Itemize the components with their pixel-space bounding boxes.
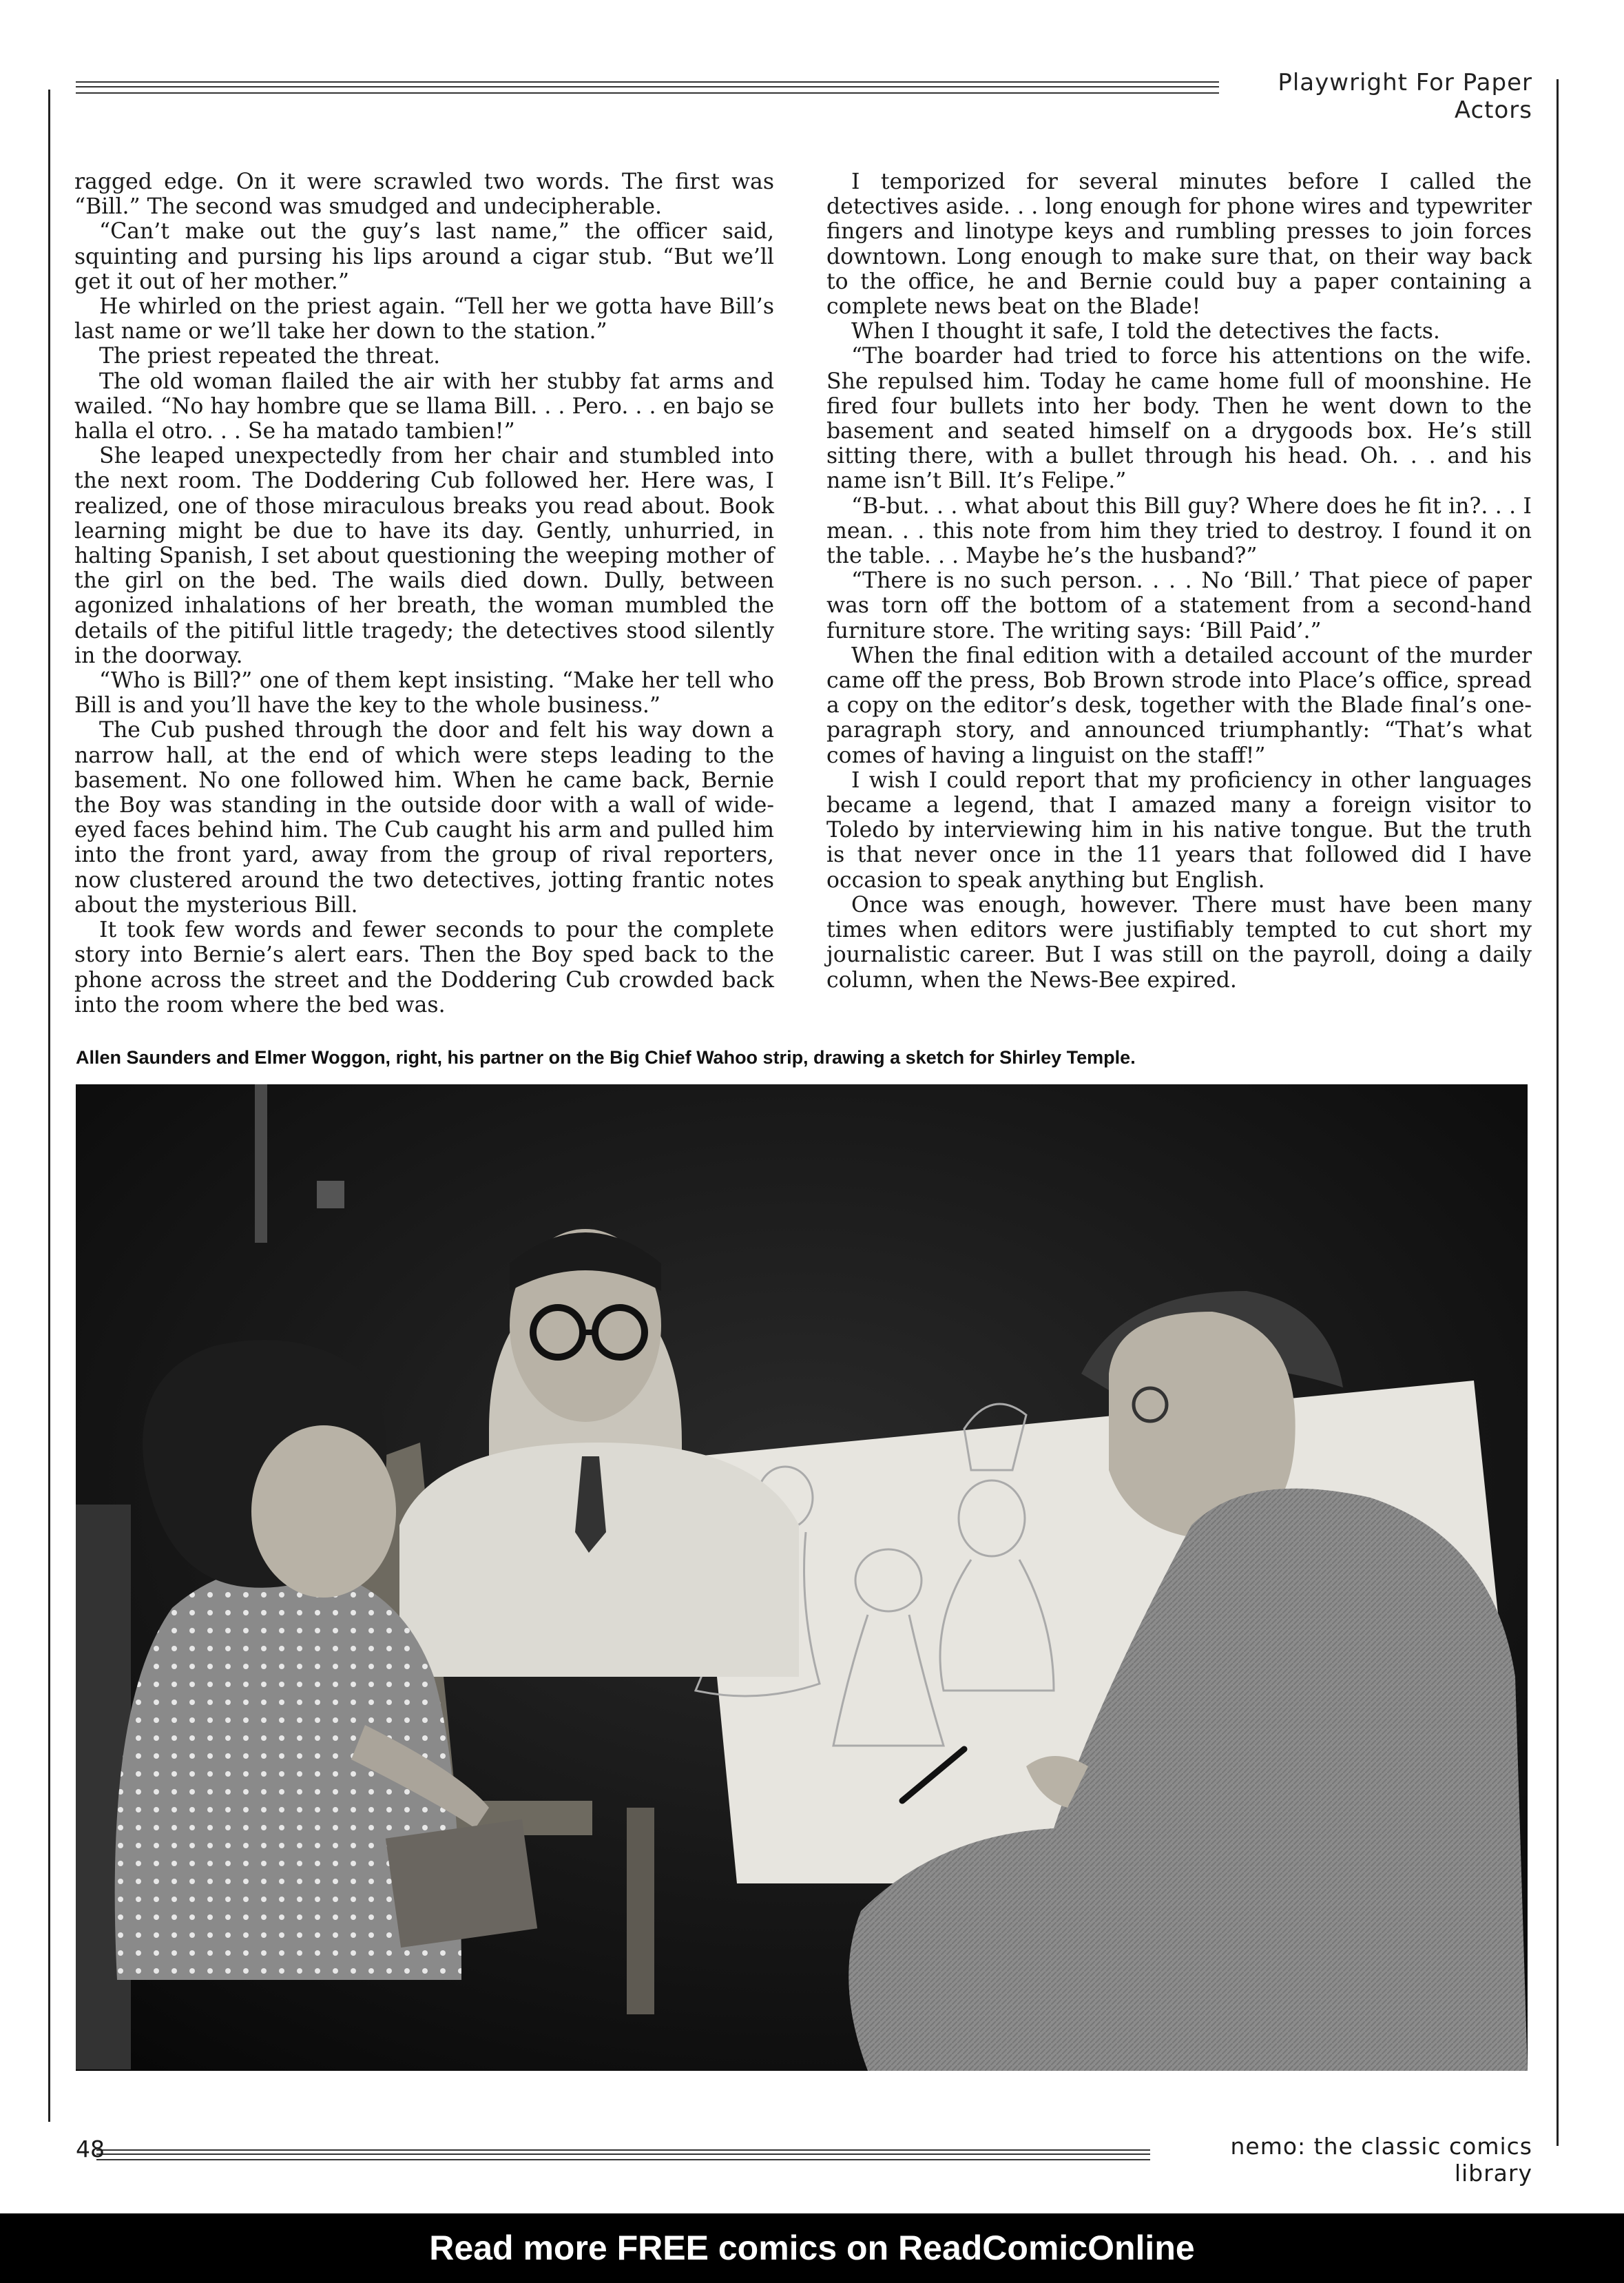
paragraph: Once was enough, however. There must have been many times when editors were justifiably tempted to cut short my journalistic career. But I was still on the payroll, doing a daily column, when the News-Bee expired. bbox=[826, 892, 1532, 993]
page-border-left bbox=[48, 90, 50, 2122]
page-border-right bbox=[1557, 79, 1559, 2146]
promo-banner[interactable]: Read more FREE comics on ReadComicOnline bbox=[0, 2213, 1624, 2283]
left-column bbox=[74, 169, 774, 1017]
paragraph: “B-but. . . what about this Bill guy? Where does he fit in?. . . I mean. . . this note from him they tried to destroy. I found it on the table. . . Maybe he’s the husband?” bbox=[826, 493, 1532, 569]
paragraph: The Cub pushed through the door and felt his way down a narrow hall, at the end of which were steps leading to the basement. No one followed him. When he came back, Bernie the Boy was standing in the outside door with a wall of wide-eyed faces behind him. The Cub caught his arm and pulled him into the front yard, away from the group of rival reporters, now clustered around the two detectives, jotting frantic notes about the mysterious Bill. bbox=[74, 718, 774, 918]
footer-rule bbox=[96, 2149, 1150, 2160]
publication-title: nemo: the classic comics library bbox=[1230, 2133, 1532, 2187]
page-number: 48 bbox=[76, 2136, 105, 2162]
running-title: Playwright For Paper Actors bbox=[1278, 69, 1532, 124]
paragraph: “Can’t make out the guy’s last name,” the officer said, squinting and pursing his lips around a cigar stub. “But we’ll get it out of her mother.” bbox=[74, 219, 774, 294]
photo-illustration bbox=[76, 1084, 1528, 2071]
paragraph: I wish I could report that my proficiency in other languages became a legend, that I amazed many a foreign visitor to Toledo by interviewing him in his native tongue. But the truth is that never once in the 11 years that followed did I have occasion to speak anything but English. bbox=[826, 767, 1532, 893]
photograph bbox=[76, 1084, 1528, 2071]
header-rule bbox=[76, 81, 1219, 94]
paragraph: “There is no such person. . . . No ‘Bill.’ That piece of paper was torn off the bottom of a statement from a second-hand furniture store. The writing says: ‘Bill Paid’.” bbox=[826, 568, 1532, 643]
paragraph: It took few words and fewer seconds to pour the complete story into Bernie’s alert ears. Then the Boy sped back to the phone across the street and the Doddering Cub crowded back into the room where the bed was. bbox=[74, 918, 774, 1017]
paragraph: She leaped unexpectedly from her chair and stumbled into the next room. The Doddering Cub followed her. Here was, I realized, one of those miraculous breaks you read about. Book learning might be due to have its day. Gently, unhurried, in halting Spanish, I set about questioning the weeping mother of the girl on the bed. The wails died down. Dully, between agonized inhalations of her breath, the woman mumbled the details of the pitiful little tragedy; the detectives stood silently in the doorway. bbox=[74, 444, 774, 668]
paragraph: He whirled on the priest again. “Tell her we gotta have Bill’s last name or we’ll take her down to the station.” bbox=[74, 294, 774, 344]
paragraph: ragged edge. On it were scrawled two words. The first was “Bill.” The second was smudged and undecipherable. bbox=[74, 169, 774, 220]
paragraph: The old woman flailed the air with her stubby fat arms and wailed. “No hay hombre que se llama Bill. . . Pero. . . en bajo se halla el otro. . . Se ha matado tambien!” bbox=[74, 369, 774, 444]
paragraph: “The boarder had tried to force his attentions on the wife. She repulsed him. Today he came home full of moonshine. He fired four bullets into her body. Then he went down to the basement and seated himself on a drygoods box. He’s still sitting there, with a bullet through his head. Oh. . . and his name isn’t Bill. It’s Felipe.” bbox=[826, 344, 1532, 494]
paragraph: I temporized for several minutes before I called the detectives aside. . . long enough for phone wires and typewriter fingers and linotype keys and rumbling presses to join forces downtown. Long enough to make sure that, on their way back to the office, he and Bernie could buy a paper containing a complete news beat on the Blade! bbox=[826, 169, 1532, 320]
paragraph: “Who is Bill?” one of them kept insisting. “Make her tell who Bill is and you’ll have the key to the whole business.” bbox=[74, 668, 774, 719]
paragraph: The priest repeated the threat. bbox=[99, 344, 441, 369]
paragraph: When the final edition with a detailed account of the murder came off the press, Bob Brown strode into Place’s office, spread a copy on the editor’s desk, together with the Blade final’s one-paragraph story, and announced triumphantly: “That’s what comes of having a linguist on the staff!” bbox=[826, 643, 1532, 768]
photo-caption: Allen Saunders and Elmer Woggon, right, his partner on the Big Chief Wahoo strip, drawing a sketch for Shirley Temple. bbox=[76, 1047, 1136, 1068]
paragraph: When I thought it safe, I told the detectives the facts. bbox=[851, 319, 1440, 344]
right-column bbox=[826, 169, 1532, 993]
